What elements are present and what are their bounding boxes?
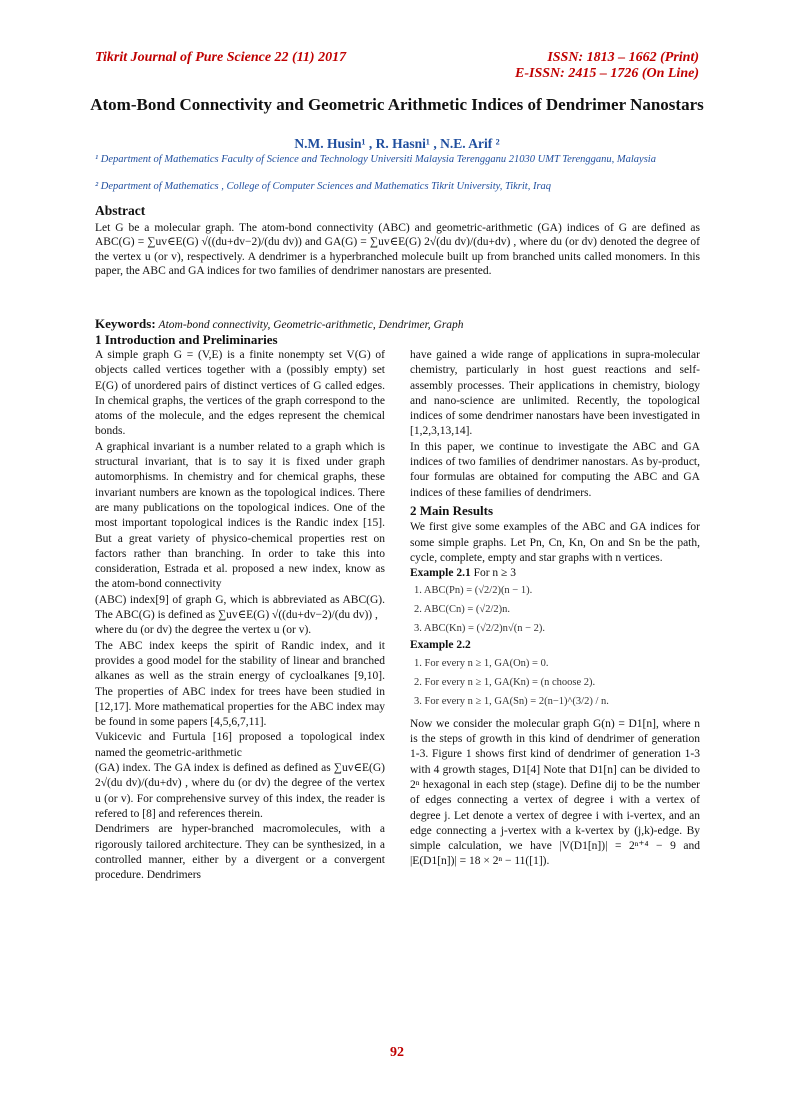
example-label: Example 2.2 <box>410 639 471 652</box>
keywords-text: Atom-bond connectivity, Geometric-arithmetic, Dendrimer, Graph <box>158 319 464 331</box>
paragraph: The ABC index keeps the spirit of Randic index, and it provides a good model for the stability of linear and branched alkanes as well as the strain energy of cycloalkanes [9,10]. The properties of ABC index for trees have been studied in [12,17]. More mathematical properties for the ABC index may be found in some papers [4,5,6,7,11]. <box>95 639 385 729</box>
left-column <box>95 348 385 883</box>
affiliation-2: ² Department of Mathematics , College of Computer Sciences and Mathematics Tikrit University, Tikrit, Iraq <box>95 181 552 192</box>
example-item: 2. ABC(Cn) = (√2/2)n. <box>414 604 510 616</box>
example-item: 3. For every n ≥ 1, GA(Sn) = 2(n−1)^(3/2) / n. <box>414 695 609 707</box>
affiliation-1: ¹ Department of Mathematics Faculty of Science and Technology Universiti Malaysia Terengganu 21030 UMT Terengganu, Malaysia <box>95 154 656 165</box>
paragraph: Dendrimers are hyper-branched macromolecules, with a rigorously tailored architecture. They can be synthesized, in a controlled manner, either by a divergent or a convergent procedure. Dendrimers <box>95 823 385 882</box>
paper-title: Atom-Bond Connectivity and Geometric Arithmetic Indices of Dendrimer Nanostars <box>90 95 704 114</box>
example-item: 1. ABC(Pn) = (√2/2)(n − 1). <box>414 585 533 597</box>
paragraph: A simple graph G = (V,E) is a finite nonempty set V(G) of objects called vertices together with a (possibly empty) set E(G) of unordered pairs of distinct vertices of G called edges. In chemical graphs, the vertices of the graph correspond to the atoms of the molecule, and the edges represent the chemical bonds. <box>95 349 385 438</box>
section-1-heading: 1 Introduction and Preliminaries <box>95 332 278 347</box>
keywords <box>95 316 464 332</box>
paragraph: A graphical invariant is a number related to a graph which is structural invariant, that is to say it is fixed under graph automorphisms. In chemistry and for chemical graphs, these invariant numbers are known as the topological indices. There are many publications on the topological indices. One of the most important topological indices is the Randic index [15]. But a great variety of physico-chemical properties rest on factors rather than branching. In order to take this into consideration, Estrada et al. proposed a new index, know as the atom-bond connectivity <box>95 440 385 591</box>
paragraph: In this paper, we continue to investigate the ABC and GA indices of two families of dendrimer nanostars. As by-product, four formulas are obtained for computing the ABC and GA indices of these families of dendrimers. <box>410 440 700 499</box>
section-2-heading: 2 Main Results <box>410 502 494 518</box>
paragraph: have gained a wide range of applications in supra-molecular chemistry, particularly in host guest reactions and self-assembly processes. Their applications in chemistry, biology and nano-science are unlimited. Recently, the topological indices of some dendrimer nanostars have been investigated in [1,2,3,13,14]. <box>410 349 700 438</box>
example-2-2 <box>410 638 700 653</box>
example-2-1 <box>410 566 700 581</box>
right-column <box>410 348 700 870</box>
issn-online: E-ISSN: 2415 – 1726 (On Line) <box>515 66 699 81</box>
journal-name: Tikrit Journal of Pure Science 22 (11) 2017 <box>95 50 347 65</box>
example-item: 2. For every n ≥ 1, GA(Kn) = (n choose 2). <box>414 676 596 688</box>
page-number: 92 <box>390 1045 404 1060</box>
author-list: N.M. Husin¹ , R. Hasni¹ , N.E. Arif ² <box>294 136 500 151</box>
example-item: 3. ABC(Kn) = (√2/2)n√(n − 2). <box>414 623 545 635</box>
paragraph: (GA) index. The GA index is defined as defined as ∑uv∈E(G) 2√(du dv)/(du+dv) , where du (or dv) the degree of the vertex u (or v). For comprehensive survey of this index, the reader is refered to [8] and references therein. <box>95 762 385 820</box>
paragraph: We first give some examples of the ABC and GA indices for some simple graphs. Let Pn, Cn, Kn, On and Sn be the path, cycle, complete, empty and star graphs with n vertices. <box>410 521 700 564</box>
paragraph: Vukicevic and Furtula [16] proposed a topological index named the geometric-arithmetic <box>95 731 385 759</box>
abstract-heading: Abstract <box>95 203 146 218</box>
issn-print: ISSN: 1813 – 1662 (Print) <box>547 50 699 65</box>
example-condition: For n ≥ 3 <box>473 567 516 580</box>
paragraph: (ABC) index[9] of graph G, which is abbreviated as ABC(G). The ABC(G) is defined as ∑uv∈E(G) √((du+dv−2)/(du dv)) , <box>95 593 385 622</box>
abstract-text: Let G be a molecular graph. The atom-bond connectivity (ABC) and geometric-arithmetic (GA) indices of G are defined as ABC(G) = ∑uv∈E(G) √((du+dv−2)/(du dv)) and GA(G) = ∑uv∈E(G) 2√(du dv)/(du+dv) , where du (or dv) denoted the degree of the vertex u (or v), respectively. A dendrimer is a hyperbranched molecule built up from branched units called monomers. In this paper, the ABC and GA indices for two families of dendrimer nanostars are presented. <box>95 222 700 277</box>
example-item: 1. For every n ≥ 1, GA(On) = 0. <box>414 657 549 669</box>
paragraph: Now we consider the molecular graph G(n) = D1[n], where n is the steps of growth in this kind of dendrimer of generation 1-3. Figure 1 shows first kind of dendrimer of generation 1-3 with 4 growth stages, D1[4] Note that D1[n] can be divided to 2ⁿ hexagonal in each step (stage). Define dij to be the number of edges connecting a vertex of degree i with a vertex of degree j. Let denote a vertex of degree i with i-vertex, and an edge connecting a j-vertex with a k-vertex by (j,k)-edge. By simple calculation, we have |V(D1[n])| = 2ⁿ⁺⁴ − 9 and |E(D1[n])| = 18 × 2ⁿ − 11([1]). <box>410 717 700 868</box>
paragraph: where du (or dv) the degree the vertex u (or v). <box>95 624 312 637</box>
keywords-label: Keywords: <box>95 316 156 331</box>
example-label: Example 2.1 <box>410 567 471 580</box>
